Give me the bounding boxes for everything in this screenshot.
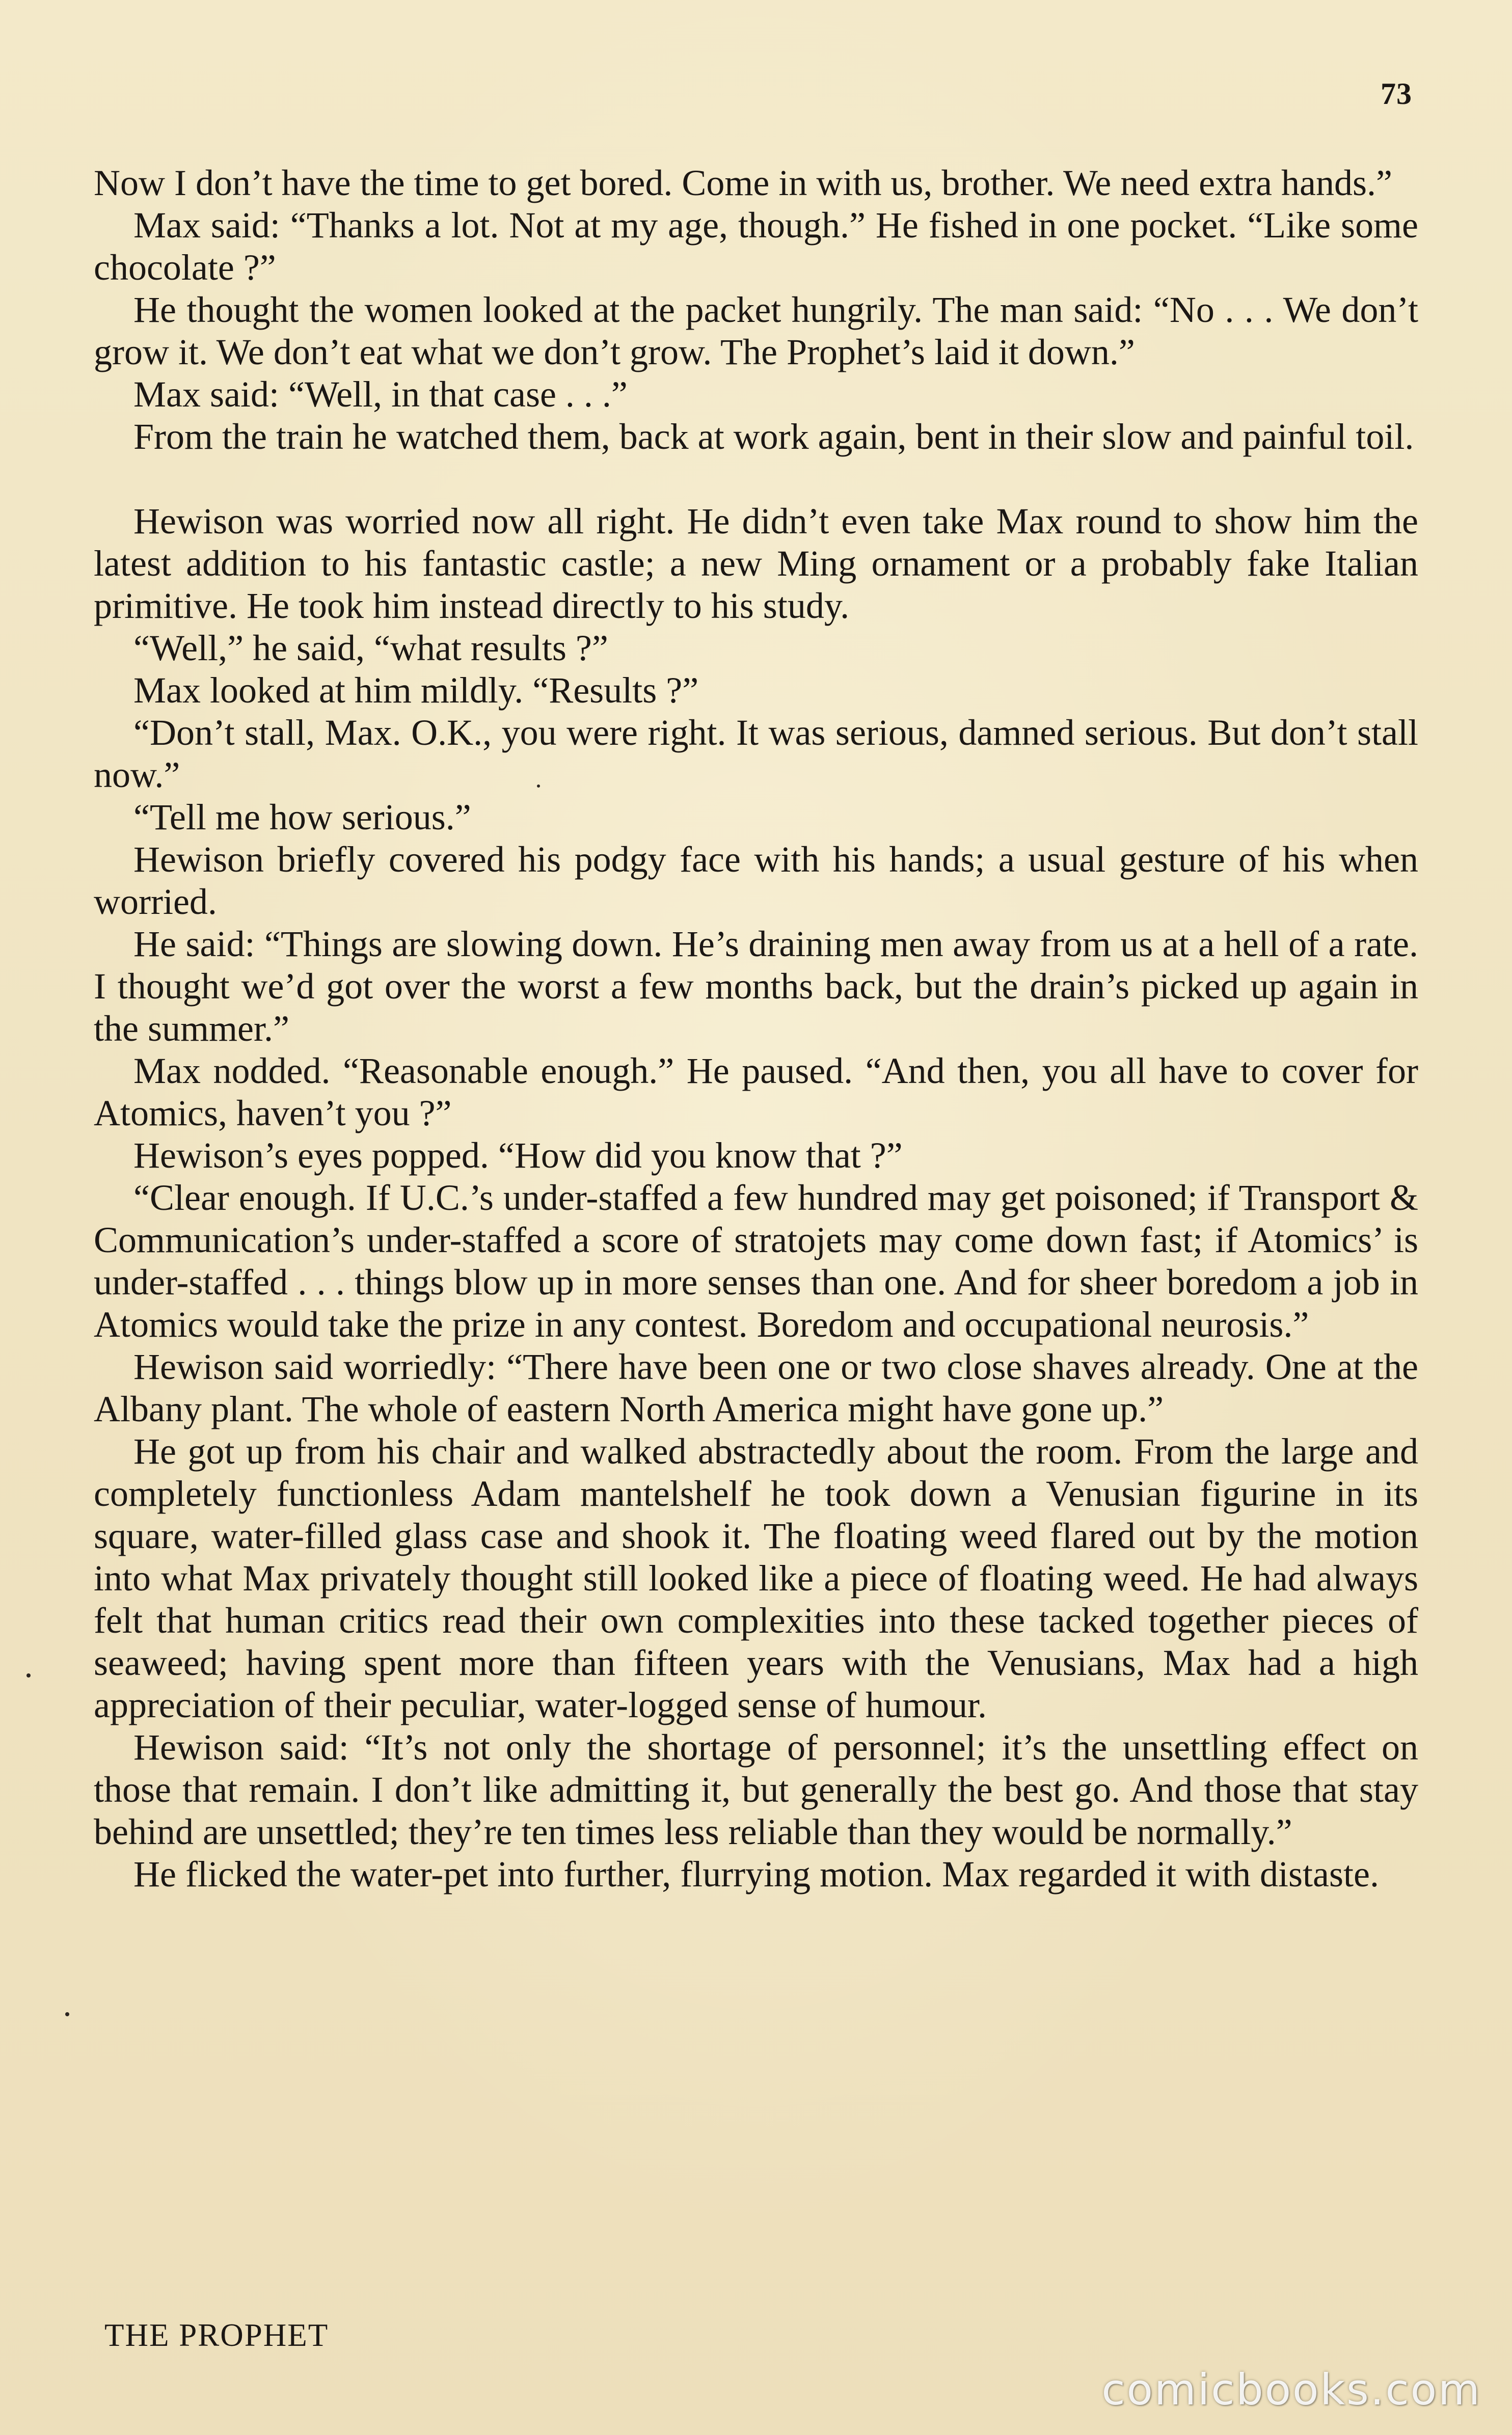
paragraph: “Tell me how serious.” <box>133 797 471 837</box>
paragraph: Max said: “Thanks a lot. Not at my age, though.” He fished in one pocket. “Like some chocolate ?” <box>94 205 1418 288</box>
paragraph: Hewison said: “It’s not only the shortage of personnel; it’s the unsettling effect on those that remain. I don’t like admitting it, but generally the best go. And those that stay behind are unsettled; they’re ten times less reliable than they would be normally.” <box>94 1727 1418 1852</box>
ink-speck <box>537 784 540 788</box>
body-text <box>94 162 1418 1896</box>
paragraph: “Clear enough. If U.C.’s under-staffed a few hundred may get poisoned; if Transport & Communication’s under-staffed a score of stratojets may come down fast; if Atomics’ is under-staffed . . . things blow up in more senses than one. And for sheer boredom a job in Atomics would take the prize in any contest. Boredom and occupational neurosis.” <box>94 1177 1418 1345</box>
running-foot: THE PROPHET <box>104 2317 329 2353</box>
page-number: 73 <box>1381 77 1412 111</box>
ink-speck <box>26 1673 31 1678</box>
paragraph: “Well,” he said, “what results ?” <box>133 628 608 668</box>
paragraph: “Don’t stall, Max. O.K., you were right. It was serious, damned serious. But don’t stall now.” <box>94 712 1418 795</box>
paragraph: Max looked at him mildly. “Results ?” <box>133 670 699 711</box>
ink-speck <box>65 2012 69 2016</box>
paragraph: Hewison’s eyes popped. “How did you know that ?” <box>133 1135 903 1176</box>
paragraph: From the train he watched them, back at work again, bent in their slow and painful toil. <box>133 416 1414 457</box>
paragraph: He got up from his chair and walked abstractedly about the room. From the large and completely functionless Adam mantelshelf he took down a Venusian figurine in its square, water-filled glass case and shook it. The floating weed flared out by the motion into what Max privately thought still looked like a piece of floating weed. He had always felt that human critics read their own complexities into these tacked together pieces of seaweed; having spent more than fifteen years with the Venusians, Max had a high appreciation of their peculiar, water-logged sense of humour. <box>94 1431 1418 1725</box>
watermark: comicbooks.com <box>1101 2365 1481 2415</box>
paragraph: He thought the women looked at the packet hungrily. The man said: “No . . . We don’t grow it. We don’t eat what we don’t grow. The Prophet’s laid it down.” <box>94 289 1418 372</box>
paragraph: Now I don’t have the time to get bored. Come in with us, brother. We need extra hands.” <box>94 163 1392 203</box>
paragraph: Hewison was worried now all right. He didn’t even take Max round to show him the latest addition to his fantastic castle; a new Ming ornament or a probably fake Italian primitive. He took him instead directly to his study. <box>94 501 1418 626</box>
paragraph: Hewison said worriedly: “There have been one or two close shaves already. One at the Albany plant. The whole of eastern North America might have gone up.” <box>94 1346 1418 1429</box>
paragraph: He flicked the water-pet into further, flurrying motion. Max regarded it with distaste. <box>133 1854 1379 1895</box>
paragraph: Hewison briefly covered his podgy face with his hands; a usual gesture of his when worried. <box>94 839 1418 922</box>
paragraph: Max said: “Well, in that case . . .” <box>133 374 628 415</box>
paragraph: He said: “Things are slowing down. He’s draining men away from us at a hell of a rate. I thought we’d got over the worst a few months back, but the drain’s picked up again in the summer.” <box>94 924 1418 1049</box>
paragraph: Max nodded. “Reasonable enough.” He paused. “And then, you all have to cover for Atomics, haven’t you ?” <box>94 1050 1418 1133</box>
